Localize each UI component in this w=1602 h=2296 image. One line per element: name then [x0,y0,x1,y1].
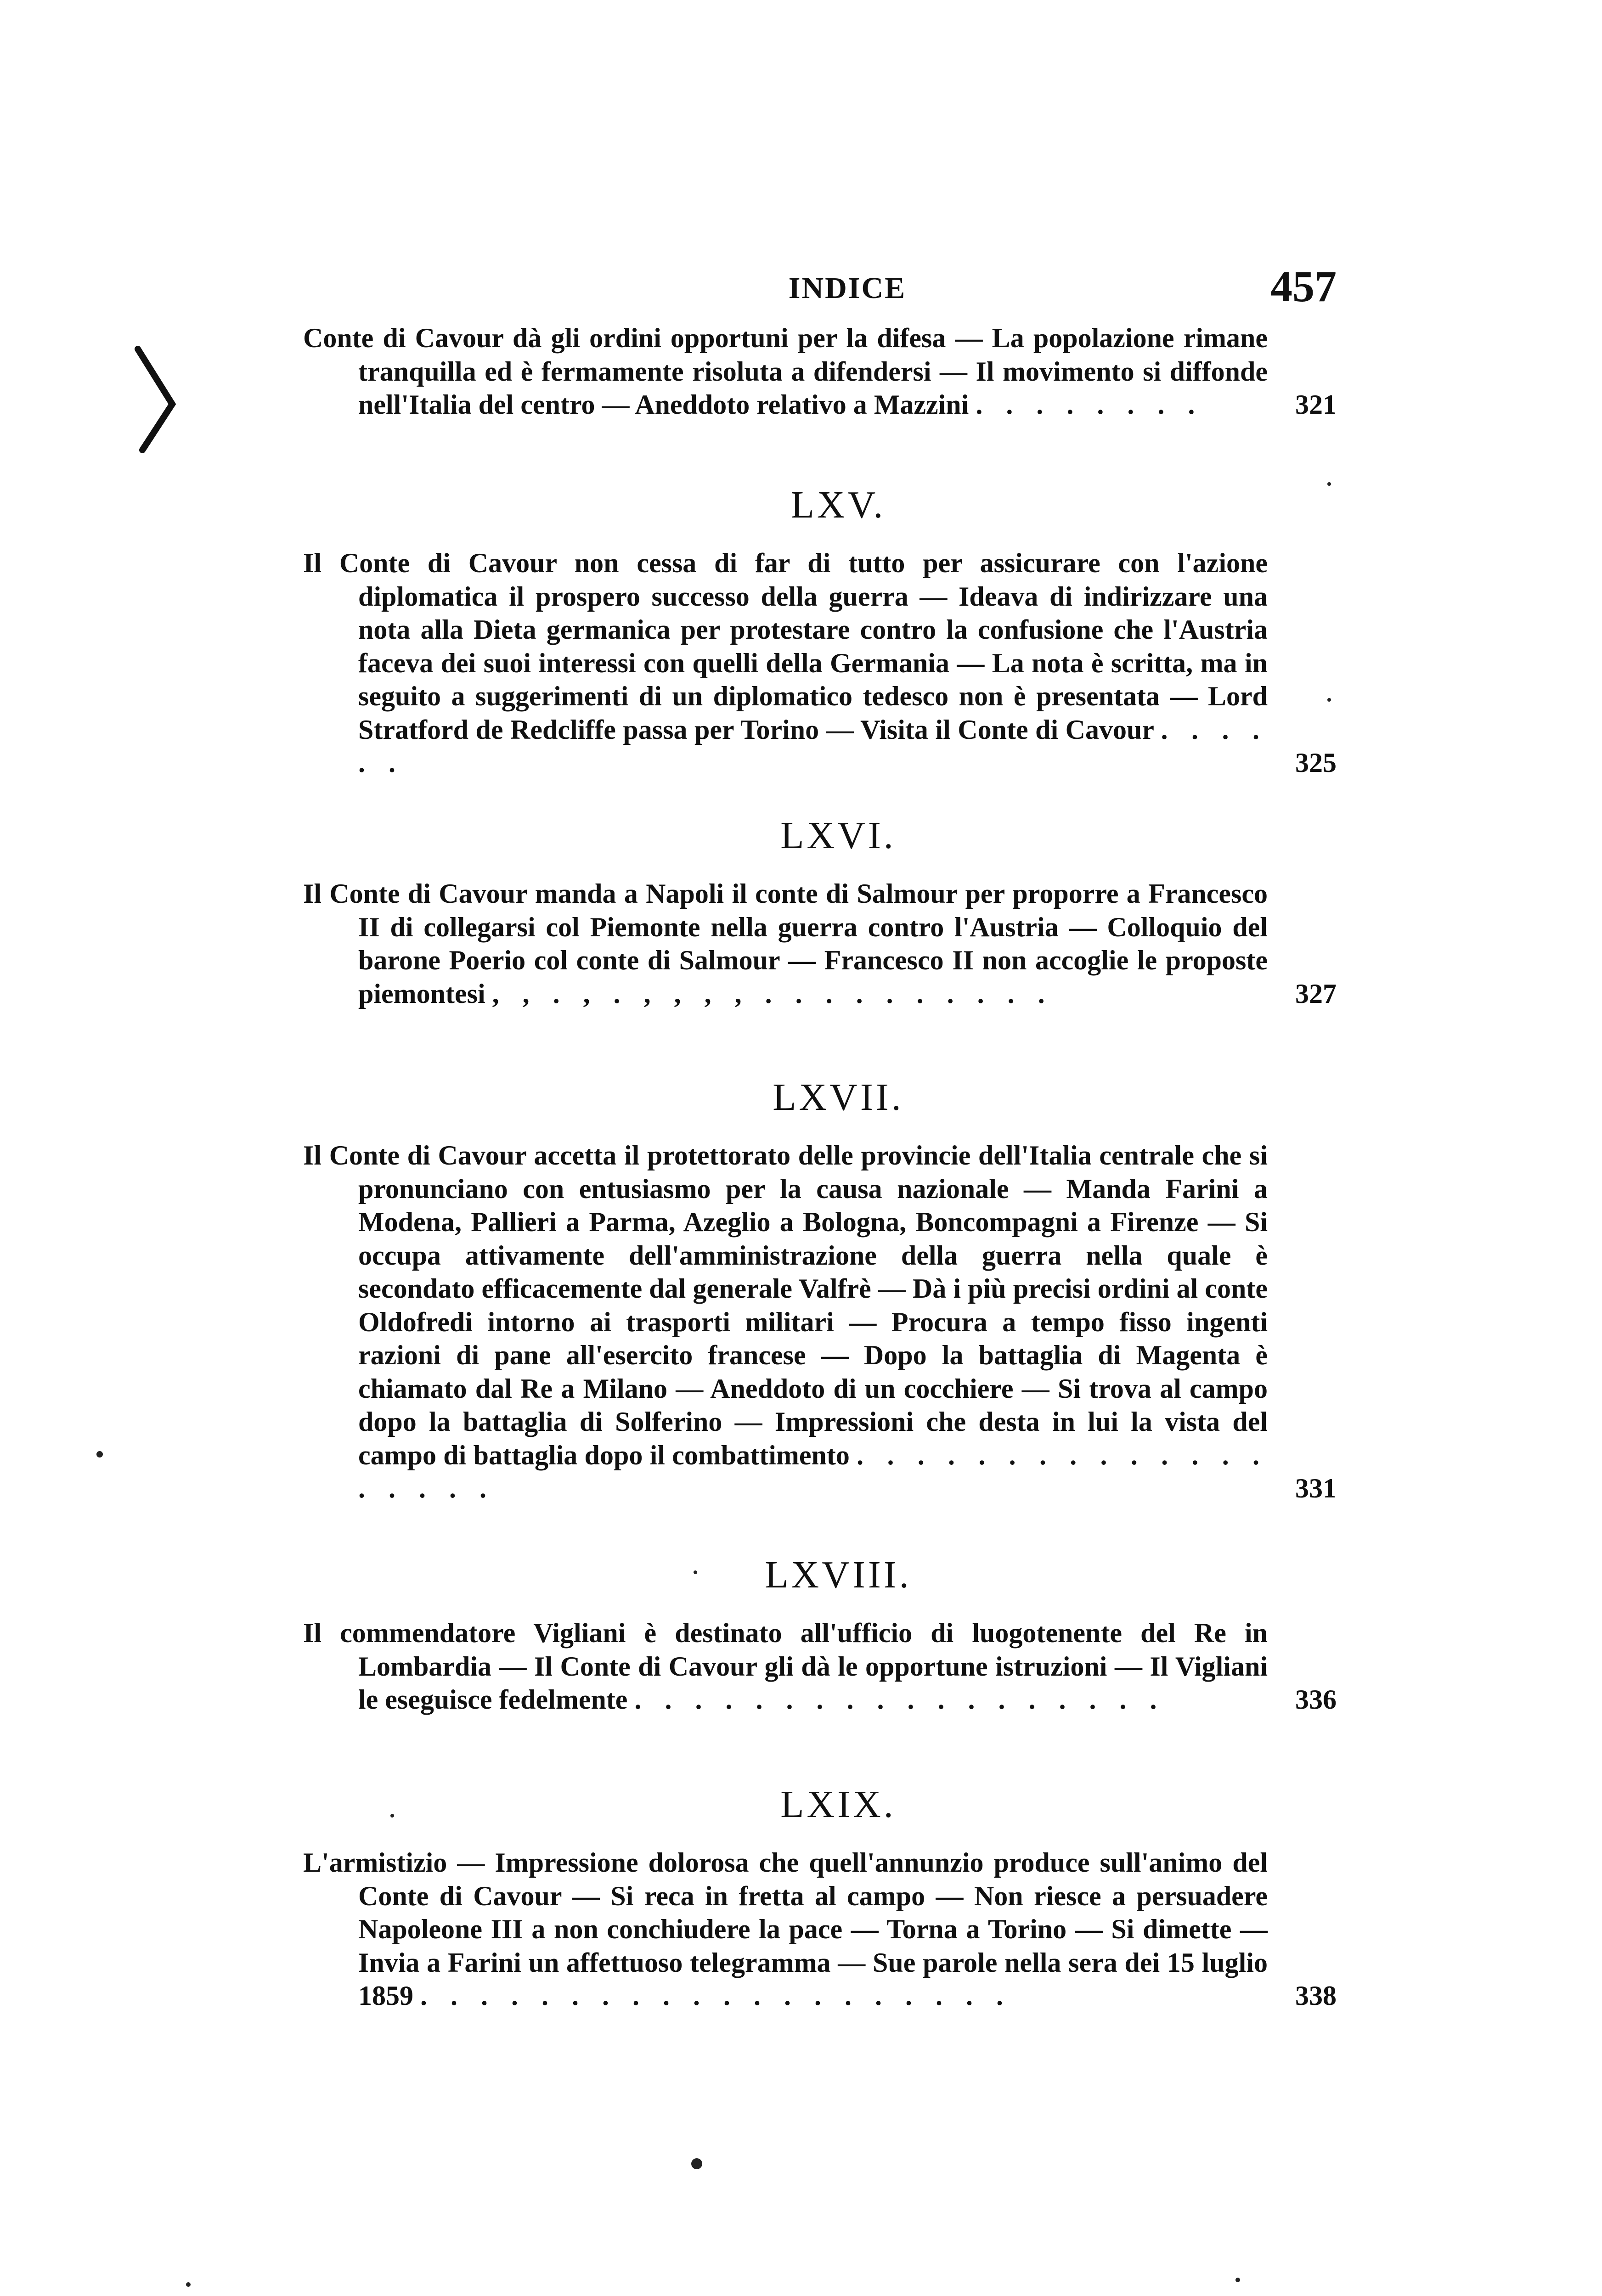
toc-section-lxix [303,1782,1337,2013]
toc-entry [303,321,1337,422]
page-number: 457 [1270,262,1337,311]
dot-leader: . . . . . . [358,714,1268,778]
entry-page-ref: 327 [1295,978,1337,1009]
scan-speck [694,1570,697,1574]
entry-page-ref: 325 [1295,748,1337,778]
entry-summary: Il Conte di Cavour manda a Napoli il conte di Salmour per proporre a Francesco II di collegarsi col Piemonte nella guerra contro l'Austria — Colloquio del barone Poerio col conte di Salmour — Francesco II non accoglie le proposte piemontesi [303,878,1268,1009]
entry-summary: Il Conte di Cavour non cessa di far di tutto per assicurare con l'azione diplomatica il prospero successo della guerra — Ideava di indirizzare una nota alla Dieta germanica per protestare contro la confusione che l'Austria faceva dei suoi interessi con quelli della Germania — La nota è scritta, ma in seguito a suggerimenti di un diplomatico tedesco non è presentata — Lord Stratford de Redcliffe passa per Torino — Visita il Conte di Cavour [303,548,1268,745]
entry-summary: Il commendatore Vigliani è destinato all'ufficio di luogotenente del Re in Lombardia — Il Conte di Cavour gli dà le opportune istruzioni — Il Vigliani le eseguisce fedelmente [303,1618,1268,1715]
entry-page-ref: 321 [1295,389,1337,420]
entry-summary: L'armistizio — Impressione dolorosa che quell'annunzio produce sull'animo del Conte di Cavour — Si reca in fretta al campo — Non riesce a persuadere Napoleone III a non conchiudere la pace — Torna a Torino — Si dimette — Invia a Farini un affettuoso telegramma — Sue parole nella sera dei 15 luglio 1859 [303,1847,1268,2011]
toc-entry [303,546,1337,780]
running-title: INDICE [788,271,907,305]
toc-entry [303,1846,1337,2013]
chapter-heading: LXIX. [780,1783,896,1826]
margin-bracket-mark [129,344,188,464]
scan-speck [186,2282,191,2287]
chapter-heading: LXV. [790,484,886,526]
scan-speck [691,2158,702,2169]
scan-speck [390,1814,394,1818]
toc-section-lxvii [303,1075,1337,1505]
scan-speck [1235,2278,1240,2282]
scan-speck [96,1451,103,1458]
chapter-heading: LXVIII. [765,1553,912,1596]
scan-speck [1327,698,1331,702]
dot-leader: . . . . . . . . . . . . . . . . . . . . [420,1981,1011,2011]
dot-leader: . . . . . . . . [976,389,1203,420]
entry-page-ref: 331 [1295,1473,1337,1503]
toc-section-lxv [303,482,1337,780]
entry-summary: Il Conte di Cavour accetta il protettorato delle provincie dell'Italia centrale che si pronunciano con entusiasmo per la causa nazionale — Manda Farini a Modena, Pallieri a Parma, Azeglio a Bologna, Boncompagni a Firenze — Si occupa attivamente dell'amministrazione della guerra nella quale è secondato efficacemente dal generale Valfrè — Dà i più precisi ordini al conte Oldofredi intorno ai trasporti militari — Procura a tempo fisso ingenti razioni di pane all'esercito francese — Dopo la battaglia di Magenta è chiamato dal Re a Milano — Aneddoto di un cocchiere — Si trova al campo dopo la battaglia di Solferino — Impressioni che desta in lui la vista del campo di battaglia dopo il combattimento [303,1140,1268,1470]
chapter-heading: LXVII. [773,1076,904,1119]
toc-entry [303,877,1337,1010]
entry-summary: Conte di Cavour dà gli ordini opportuni per la difesa — La popolazione rimane tranquilla ed è fermamente risoluta a difendersi — Il movimento si diffonde nell'Italia del centro — Aneddoto relativo a Mazzini [303,323,1268,420]
entry-page-ref: 338 [1295,1981,1337,2011]
scan-speck [1327,482,1331,486]
running-header [358,257,1337,311]
dot-leader: . . . . . . . . . . . . . . . . . . . [358,1440,1268,1503]
toc-section-lxviii [303,1552,1337,1716]
dot-leader: . . . . . . . . . . . . . . . . . . [634,1684,1165,1715]
toc-entry [303,1139,1337,1505]
entry-page-ref: 336 [1295,1684,1337,1715]
toc-section-continued [303,321,1337,422]
toc-section-lxvi [303,813,1337,1010]
toc-entry [303,1616,1337,1716]
dot-leader: , , . , . , , , , . . . . . . . . . . [492,978,1053,1009]
chapter-heading: LXVI. [780,814,896,857]
